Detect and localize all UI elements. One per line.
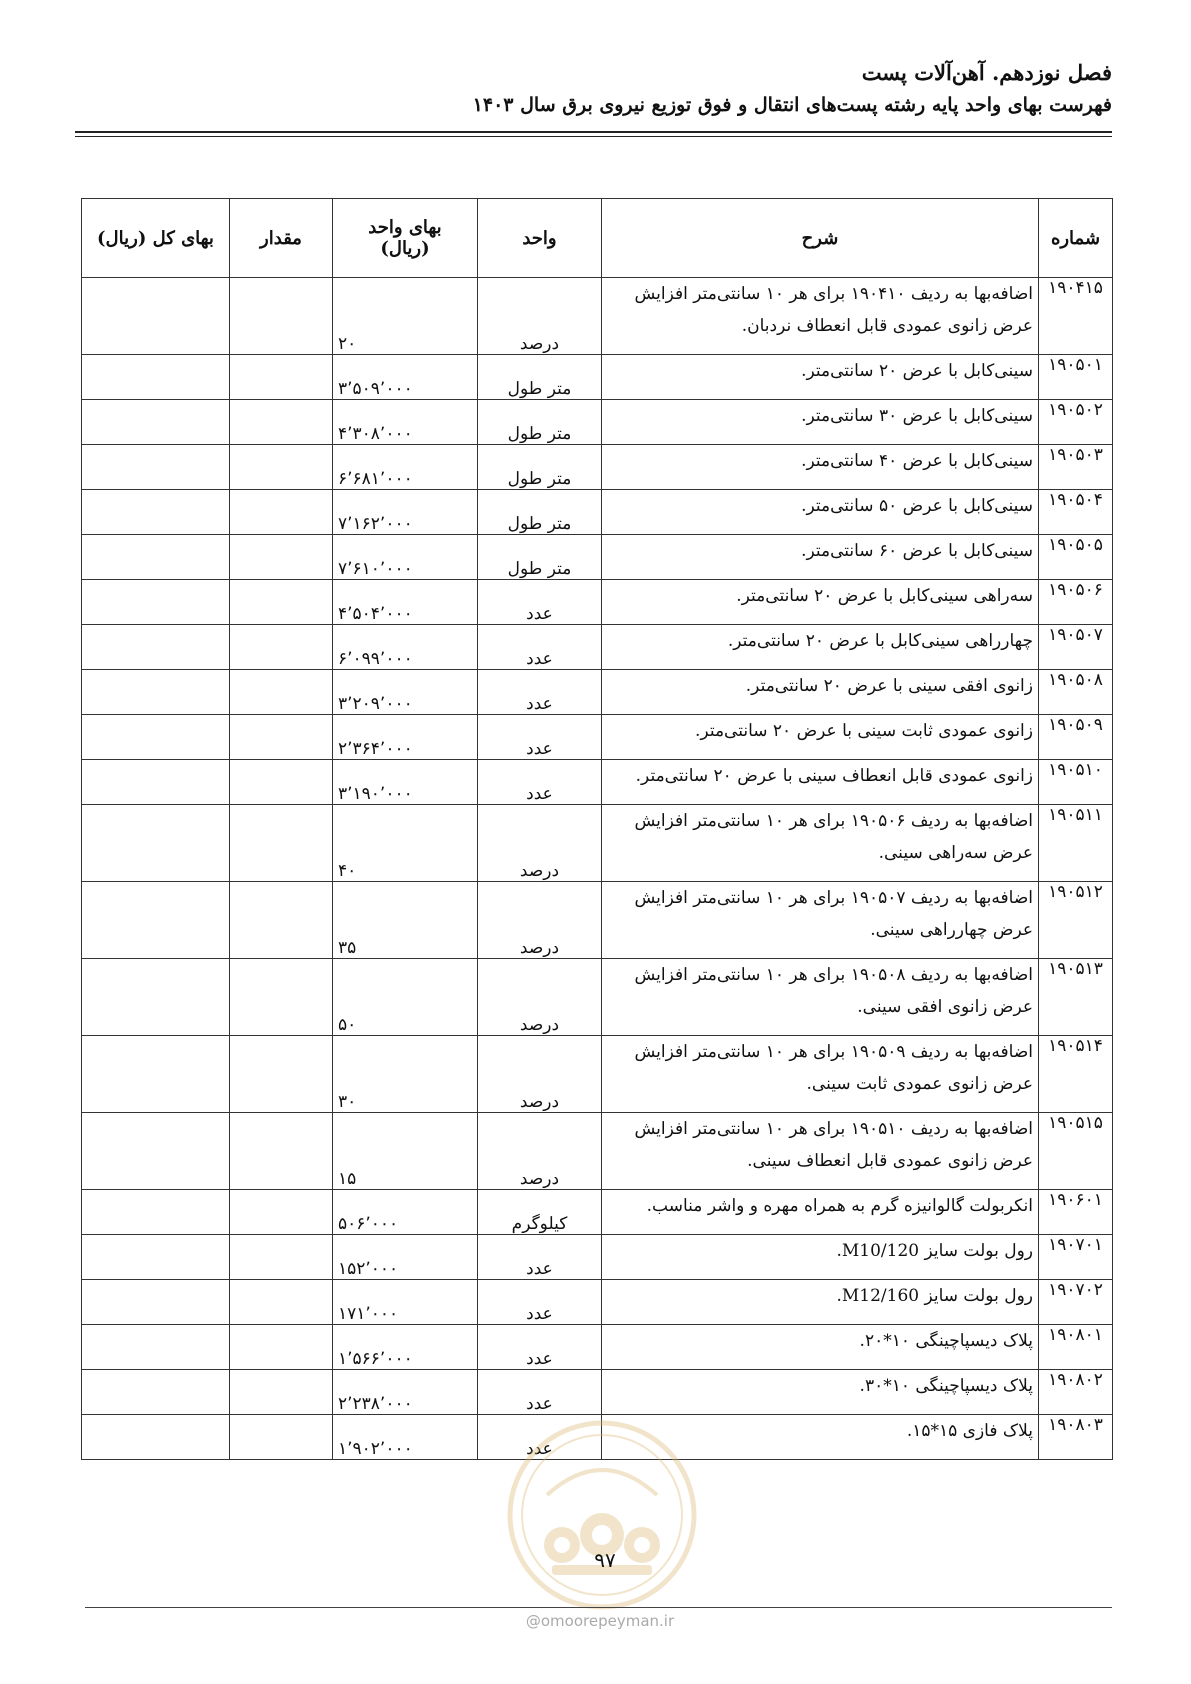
item-total <box>82 490 230 535</box>
item-total <box>82 278 230 355</box>
item-unit-price: ۴٬۵۰۴٬۰۰۰ <box>333 580 478 625</box>
item-total <box>82 760 230 805</box>
item-description: اضافه‌بها به ردیف ۱۹۰۵۱۰ برای هر ۱۰ سانتی‌متر افزایش عرض زانوی عمودی قابل انعطاف سینی. <box>602 1113 1039 1190</box>
item-unit: درصد <box>478 1113 602 1190</box>
item-unit-price: ۴۰ <box>333 805 478 882</box>
item-total <box>82 400 230 445</box>
table-row <box>82 760 1113 805</box>
chapter-title: فصل نوزدهم. آهن‌آلات پست <box>861 60 1112 85</box>
item-code: ۱۹۰۵۰۴ <box>1039 490 1113 535</box>
item-unit-price: ۲٬۳۶۴٬۰۰۰ <box>333 715 478 760</box>
item-description: رول بولت سایز M10/120. <box>602 1235 1039 1280</box>
item-code: ۱۹۰۵۱۲ <box>1039 882 1113 959</box>
item-quantity <box>230 1370 333 1415</box>
item-description: اضافه‌بها به ردیف ۱۹۰۵۰۷ برای هر ۱۰ سانتی‌متر افزایش عرض چهارراهی سینی. <box>602 882 1039 959</box>
table-row <box>82 400 1113 445</box>
item-description: چهارراهی سینی‌کابل با عرض ۲۰ سانتی‌متر. <box>602 625 1039 670</box>
price-list-table <box>81 198 1113 1460</box>
item-code: ۱۹۰۵۰۹ <box>1039 715 1113 760</box>
header-unit: واحد <box>478 199 602 278</box>
item-unit: عدد <box>478 1280 602 1325</box>
item-code: ۱۹۰۵۰۲ <box>1039 400 1113 445</box>
item-code: ۱۹۰۸۰۱ <box>1039 1325 1113 1370</box>
item-quantity <box>230 625 333 670</box>
item-code: ۱۹۰۷۰۱ <box>1039 1235 1113 1280</box>
item-total <box>82 1036 230 1113</box>
item-description: اضافه‌بها به ردیف ۱۹۰۵۰۸ برای هر ۱۰ سانتی‌متر افزایش عرض زانوی افقی سینی. <box>602 959 1039 1036</box>
item-quantity <box>230 490 333 535</box>
item-unit-price: ۳۰ <box>333 1036 478 1113</box>
item-total <box>82 535 230 580</box>
item-code: ۱۹۰۵۱۱ <box>1039 805 1113 882</box>
item-quantity <box>230 1415 333 1460</box>
item-total <box>82 805 230 882</box>
item-unit: متر طول <box>478 490 602 535</box>
item-total <box>82 670 230 715</box>
item-quantity <box>230 1190 333 1235</box>
item-unit-price: ۶٬۶۸۱٬۰۰۰ <box>333 445 478 490</box>
item-unit: عدد <box>478 760 602 805</box>
item-code: ۱۹۰۵۰۷ <box>1039 625 1113 670</box>
item-description: سینی‌کابل با عرض ۳۰ سانتی‌متر. <box>602 400 1039 445</box>
item-unit: درصد <box>478 882 602 959</box>
item-total <box>82 882 230 959</box>
item-code: ۱۹۰۵۰۸ <box>1039 670 1113 715</box>
item-total <box>82 1190 230 1235</box>
item-quantity <box>230 1325 333 1370</box>
item-unit-price: ۱۷۱٬۰۰۰ <box>333 1280 478 1325</box>
table-row <box>82 445 1113 490</box>
item-code: ۱۹۰۵۰۵ <box>1039 535 1113 580</box>
document-title: فهرست بهای واحد پایه رشته پست‌های انتقال و فوق توزیع نیروی برق سال ۱۴۰۳ <box>472 94 1112 116</box>
item-description: اضافه‌بها به ردیف ۱۹۰۴۱۰ برای هر ۱۰ سانتی‌متر افزایش عرض زانوی عمودی قابل انعطاف نردبان. <box>602 278 1039 355</box>
item-unit: درصد <box>478 959 602 1036</box>
table-row <box>82 355 1113 400</box>
item-unit-price: ۷٬۱۶۲٬۰۰۰ <box>333 490 478 535</box>
item-description: رول بولت سایز M12/160. <box>602 1280 1039 1325</box>
header-unit-price-currency: (ریال) <box>380 238 430 259</box>
table-row <box>82 1370 1113 1415</box>
item-total <box>82 1325 230 1370</box>
item-unit-price: ۱٬۹۰۲٬۰۰۰ <box>333 1415 478 1460</box>
item-quantity <box>230 355 333 400</box>
item-code: ۱۹۰۸۰۲ <box>1039 1370 1113 1415</box>
item-description: پلاک فازی ۱۵*۱۵. <box>602 1415 1039 1460</box>
header-quantity: مقدار <box>230 199 333 278</box>
item-quantity <box>230 1280 333 1325</box>
item-quantity <box>230 445 333 490</box>
item-unit: درصد <box>478 1036 602 1113</box>
table-row <box>82 959 1113 1036</box>
item-quantity <box>230 1036 333 1113</box>
item-quantity <box>230 535 333 580</box>
item-unit: عدد <box>478 1415 602 1460</box>
item-total <box>82 959 230 1036</box>
header-rule-thin <box>75 136 1112 137</box>
item-total <box>82 1370 230 1415</box>
item-quantity <box>230 278 333 355</box>
table-row <box>82 1280 1113 1325</box>
item-quantity <box>230 760 333 805</box>
item-code: ۱۹۰۵۱۳ <box>1039 959 1113 1036</box>
item-unit: متر طول <box>478 445 602 490</box>
item-description: سینی‌کابل با عرض ۲۰ سانتی‌متر. <box>602 355 1039 400</box>
item-unit: عدد <box>478 625 602 670</box>
table-header-row <box>82 199 1113 278</box>
item-unit-price: ۱۵ <box>333 1113 478 1190</box>
item-description: سینی‌کابل با عرض ۴۰ سانتی‌متر. <box>602 445 1039 490</box>
item-unit: عدد <box>478 670 602 715</box>
item-description: زانوی عمودی قابل انعطاف سینی با عرض ۲۰ سانتی‌متر. <box>602 760 1039 805</box>
item-code: ۱۹۰۷۰۲ <box>1039 1280 1113 1325</box>
header-total-price: بهای کل (ریال) <box>82 199 230 278</box>
item-quantity <box>230 715 333 760</box>
table-row <box>82 670 1113 715</box>
item-unit: متر طول <box>478 535 602 580</box>
item-unit: عدد <box>478 1370 602 1415</box>
watermark-seal-icon <box>502 1415 702 1615</box>
table-row <box>82 1036 1113 1113</box>
item-total <box>82 580 230 625</box>
item-description: زانوی افقی سینی با عرض ۲۰ سانتی‌متر. <box>602 670 1039 715</box>
item-total <box>82 445 230 490</box>
item-total <box>82 1415 230 1460</box>
item-unit: کیلوگرم <box>478 1190 602 1235</box>
item-code: ۱۹۰۵۱۴ <box>1039 1036 1113 1113</box>
item-description: پلاک دیسپاچینگی ۱۰*۲۰. <box>602 1325 1039 1370</box>
table-row <box>82 535 1113 580</box>
item-quantity <box>230 670 333 715</box>
item-unit-price: ۲٬۲۳۸٬۰۰۰ <box>333 1370 478 1415</box>
item-description: سینی‌کابل با عرض ۵۰ سانتی‌متر. <box>602 490 1039 535</box>
item-unit-price: ۱٬۵۶۶٬۰۰۰ <box>333 1325 478 1370</box>
item-unit: متر طول <box>478 355 602 400</box>
item-unit-price: ۳۵ <box>333 882 478 959</box>
item-quantity <box>230 805 333 882</box>
table-row <box>82 882 1113 959</box>
item-unit-price: ۳٬۲۰۹٬۰۰۰ <box>333 670 478 715</box>
item-code: ۱۹۰۸۰۳ <box>1039 1415 1113 1460</box>
item-code: ۱۹۰۵۰۳ <box>1039 445 1113 490</box>
item-quantity <box>230 1113 333 1190</box>
item-quantity <box>230 1235 333 1280</box>
item-quantity <box>230 400 333 445</box>
table-row <box>82 1113 1113 1190</box>
table-row <box>82 580 1113 625</box>
item-code: ۱۹۰۵۱۰ <box>1039 760 1113 805</box>
item-unit: عدد <box>478 1235 602 1280</box>
item-total <box>82 1280 230 1325</box>
table-row <box>82 805 1113 882</box>
item-description: سه‌راهی سینی‌کابل با عرض ۲۰ سانتی‌متر. <box>602 580 1039 625</box>
table-row <box>82 1190 1113 1235</box>
item-description: پلاک دیسپاچینگی ۱۰*۳۰. <box>602 1370 1039 1415</box>
item-unit-price: ۴٬۳۰۸٬۰۰۰ <box>333 400 478 445</box>
item-unit-price: ۳٬۱۹۰٬۰۰۰ <box>333 760 478 805</box>
item-code: ۱۹۰۵۱۵ <box>1039 1113 1113 1190</box>
table-row <box>82 715 1113 760</box>
item-code: ۱۹۰۴۱۵ <box>1039 278 1113 355</box>
item-description: اضافه‌بها به ردیف ۱۹۰۵۰۶ برای هر ۱۰ سانتی‌متر افزایش عرض سه‌راهی سینی. <box>602 805 1039 882</box>
table-row <box>82 625 1113 670</box>
page-number: ۹۷ <box>594 1548 616 1572</box>
item-unit-price: ۶٬۰۹۹٬۰۰۰ <box>333 625 478 670</box>
page-header <box>75 58 1112 120</box>
table-row <box>82 1325 1113 1370</box>
table-row <box>82 490 1113 535</box>
item-unit-price: ۷٬۶۱۰٬۰۰۰ <box>333 535 478 580</box>
item-unit: عدد <box>478 1325 602 1370</box>
header-code: شماره <box>1039 199 1113 278</box>
item-unit: درصد <box>478 805 602 882</box>
table-row <box>82 278 1113 355</box>
header-unit-price <box>333 199 478 278</box>
item-quantity <box>230 580 333 625</box>
header-description: شرح <box>602 199 1039 278</box>
table-row <box>82 1235 1113 1280</box>
header-unit-price-label: بهای واحد <box>368 217 442 238</box>
item-unit-price: ۱۵۲٬۰۰۰ <box>333 1235 478 1280</box>
header-rule-thick <box>75 131 1112 133</box>
item-unit: درصد <box>478 278 602 355</box>
item-total <box>82 1113 230 1190</box>
item-description: انکربولت گالوانیزه گرم به همراه مهره و واشر مناسب. <box>602 1190 1039 1235</box>
item-unit: متر طول <box>478 400 602 445</box>
item-unit-price: ۵۰۶٬۰۰۰ <box>333 1190 478 1235</box>
item-description: اضافه‌بها به ردیف ۱۹۰۵۰۹ برای هر ۱۰ سانتی‌متر افزایش عرض زانوی عمودی ثابت سینی. <box>602 1036 1039 1113</box>
item-code: ۱۹۰۵۰۶ <box>1039 580 1113 625</box>
item-unit-price: ۵۰ <box>333 959 478 1036</box>
item-total <box>82 715 230 760</box>
item-quantity <box>230 959 333 1036</box>
item-total <box>82 625 230 670</box>
item-total <box>82 1235 230 1280</box>
item-description: سینی‌کابل با عرض ۶۰ سانتی‌متر. <box>602 535 1039 580</box>
item-code: ۱۹۰۶۰۱ <box>1039 1190 1113 1235</box>
item-unit-price: ۲۰ <box>333 278 478 355</box>
item-code: ۱۹۰۵۰۱ <box>1039 355 1113 400</box>
item-unit: عدد <box>478 580 602 625</box>
item-unit: عدد <box>478 715 602 760</box>
footer-url: @omoorepeyman.ir <box>525 1612 675 1630</box>
item-description: زانوی عمودی ثابت سینی با عرض ۲۰ سانتی‌متر. <box>602 715 1039 760</box>
footer-rule <box>85 1607 1112 1608</box>
item-unit-price: ۳٬۵۰۹٬۰۰۰ <box>333 355 478 400</box>
item-quantity <box>230 882 333 959</box>
item-total <box>82 355 230 400</box>
